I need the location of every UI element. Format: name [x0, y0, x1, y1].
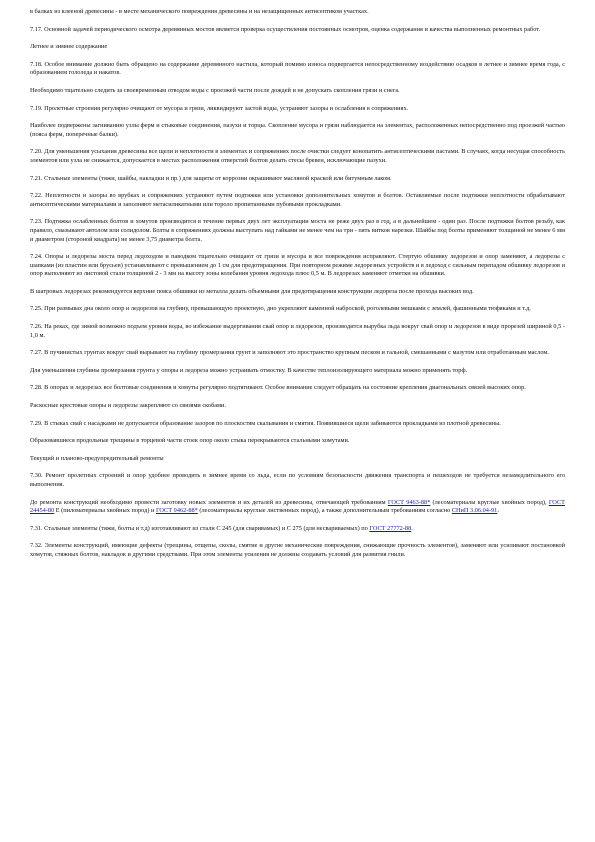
- paragraph-7-30: 7.30. Ремонт пролетных строений и опор удобнее проводить в зимнее время со льда, если по условиям безопасности движения транспорта и пешеходов не требуется незамедлительного его выполнения.: [30, 472, 565, 488]
- paragraph-7-31-text-1: 7.31. Стальные элементы (тяжи, болты и т.д) изготавливают из стали С 245 (для сваривамых) и С 275 (для несвариваемых) по: [30, 524, 370, 532]
- section-heading-summer-winter: Летнее и зимнее содержание: [30, 43, 108, 51]
- paragraph-7-29-b: Образовавшиеся продольные трещины в торцевой части стоек опор около стыка перекрываются стальными хомутами.: [30, 437, 350, 445]
- snip-link[interactable]: СНиП 3.06.04-91: [451, 507, 498, 515]
- paragraph-7-17: 7.17. Основной задачей периодического осмотра деревянных мостов является проверка осуществления постоянных осмотров, оценка содержания и качества выполненных ремонтных работ.: [30, 25, 541, 33]
- gost-27772-link[interactable]: ГОСТ 27772-88: [369, 524, 412, 532]
- paragraph-7-30-b-text-2: (лесоматериалы круглые хвойных пород),: [430, 498, 549, 506]
- paragraph-7-29: 7.29. В стыках свай с насадками не допускается образование зазоров по плоскостям скалывания и смятия. Появившиеся щели забиваются прокладками из плотной древесины.: [30, 419, 501, 427]
- paragraph-7-32: 7.32. Элементы конструкций, имеющие дефекты (трещины, отщепы, сколы, смятие и другие механические повреждения, снижающие прочность элементов), заменяют или усиливают постановкой хомутов, стяжных болтов, накладок и другими средствами. При этом элементы усиления не должны создавать условий для развития гнили.: [30, 542, 565, 558]
- paragraph-7-30-b: [30, 499, 565, 516]
- paragraph-7-20: 7.20. Для уменьшения усыхания древесины все щели и неплотности в элементах и сопряжениях после очистки следует конопатить антисептическими пастами. В случаях, когда несущая способность элементов или узла не снижается, допускается в местах расположения отверстий болтов делать стесы бревен, исключающие пазухи.: [30, 148, 565, 164]
- paragraph-7-21: 7.21. Стальные элементы (тяжи, шайбы, накладки и пр.) для защиты от коррозии окрашивают масляной краской или битумным лаком.: [30, 174, 392, 182]
- paragraph-7-30-b-text-5: .: [497, 507, 499, 515]
- paragraph-7-27: 7.27. В пучинистых грунтах вокруг свай вырывают на глубину промерзания грунт и заполняют это пространство крупным песком и гальной, смешанными с мазутом или отработанным маслом.: [30, 349, 549, 357]
- paragraph-7-23: 7.23. Подтяжка ослабленных болтов и хомутов производится в течение первых двух лет эксплуатации моста не реже двух раз в год, а в дальнейшем - один раз. После подтяжки болтов резьбу, как правило, смазывают автолом или солидолом. Болты в сопряжениях должны выступать над гайками не менее чем на три - пять витков нарезки. Шайбы под болты применяют толщиной не менее 6 мм и диаметром (стороной квадрата) не менее 3,75 диаметра болта.: [30, 218, 565, 243]
- paragraph-7-25: 7.25. При размывах дна около опор и ледорезов на глубину, превышающую проектную, дно укрепляют каменной наброской, роголевыми мешками с землей, фашинными тюфяками и т.д.: [30, 305, 531, 313]
- gost-9462-link[interactable]: ГОСТ 9462-88*: [155, 507, 198, 515]
- paragraph-7-18-b: Необходимо тщательно следить за своевременным отводом воды с проезжей части после дождей и не допускать скопления грязи и снега.: [30, 86, 400, 94]
- paragraph-7-22: 7.22. Неплотности и зазоры во врубках и сопряжениях устраняют путем подтяжки или установки дополнительных хомутов и болтов. Оставляемые после подтяжки неплотности обрабатывают антисептическими материалами и заполняют метасиликатными или тороло пропитанными пубовыми прокладками.: [30, 192, 565, 208]
- paragraph-7-30-b-text-1: До ремонта конструкций необходимо провести заготовку новых элементов и их деталей из древесины, отвечающей требованиям: [30, 498, 388, 506]
- paragraph-7-26: 7.26. На реках, где зимой возможно подъем уровня воды, во избежание выдергивания свай опор и ледорезов, производится вырубка льда вокруг свай опор и ледорезов в виде прорезей шириной 0,5 - 1,0 м.: [30, 323, 565, 339]
- paragraph-intro: в балках из клееной древесины - в месте механического повреждения древесины и на незащищенных антисептиком участках.: [30, 8, 369, 15]
- paragraph-7-24: 7.24. Опоры и ледорезы моста перед ледоходом и паводком тщательно очищают от грязи и мусора и все повреждения исправляют. Стертую обшивку ледорезов и опор заменяют, а ледорезы с шапками (из пластин или брусьев) устанавливают с превышением до 1 см для предотвращения. При повторном режиме ледорезных устройств и в ледоход с сильным перепадом обшивку ледорезов и опор выполняют из листовой стали толщиной 2 - 3 мм на высоту зоны колебания уровня ледохода плюс 0,5 м. В ледорезах заменяют отметки на обшивки.: [30, 253, 565, 278]
- paragraph-7-28-b: Раскосные крестовые опоры и ледорезы закрепляют со связями скобами.: [30, 402, 226, 410]
- paragraph-7-19: 7.19. Пролетные строения регулярно очищают от мусора и грязи, ликвидируют застой воды, устраняют зазоры и ослабления в сопряжениях.: [30, 104, 409, 112]
- gost-24454-link[interactable]: ГОСТ 24454-80: [30, 498, 565, 515]
- paragraph-7-24-b: В шатровых ледорезах рекомендуется верхние пояса обшивки из металла делать объемными для предотвращения конструкции ледореза после прохода высоких вод.: [30, 287, 474, 295]
- paragraph-7-30-b-text-4: (лесоматериалы круглые лиственных пород), а также дополнительным требованиям согласно: [197, 507, 452, 515]
- paragraph-7-31-text-2: .: [411, 524, 413, 532]
- paragraph-7-18: 7.18. Особое внимание должно быть обращено на содержание деревянного настила, который помимо износа подвергается непосредственному воздействию осадков в летнее и зимнее время года, с образованием гололеда и накатов.: [30, 60, 565, 77]
- section-heading-repair: Текущий и планово-предупредительный ремонты: [30, 454, 164, 462]
- gost-9463-link[interactable]: ГОСТ 9463-88*: [387, 498, 431, 506]
- paragraph-7-27-b: Для уменьшения глубины промерзания грунта у опоры и ледореза можно устраивать отмостку. В качестве теплоизолирующего материала можно применять торф.: [30, 366, 468, 374]
- paragraph-7-28: 7.28. В опорах и ледорезах все болтовые соединения и хомуты регулярно подтягивают. Особое внимание следует обращать на состояние крепления диагональных связей высоких опор.: [30, 384, 526, 392]
- paragraph-7-30-b-text-3: Е (пиломатериалы хвойных пород) и: [54, 507, 156, 515]
- paragraph-7-31: [30, 525, 565, 534]
- paragraph-7-19-b: Наиболее подвержены загниванию узлы ферм и стыковые соединения, пазухи и торцы. Скопление мусора и грязи наблюдается на элементах, расположенных непосредственно под проезжей частью (пояса ферм, поперечные балки).: [30, 122, 565, 138]
